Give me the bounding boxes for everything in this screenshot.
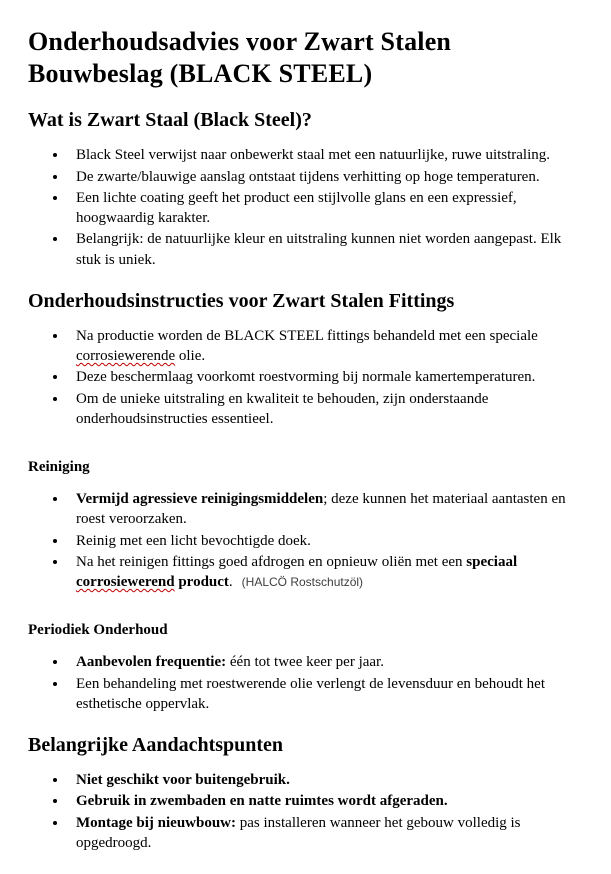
- text-run: De zwarte/blauwige aanslag ontstaat tijdens verhitting op hoge temperaturen.: [76, 168, 540, 185]
- bullet-item: [68, 145, 583, 165]
- text-run: Na het reinigen fittings goed afdrogen en opnieuw oliën met een: [76, 553, 467, 570]
- bullet-list-reiniging: [28, 489, 583, 592]
- section-what-is-zwart-staal: [28, 109, 583, 270]
- bullet-item: [68, 367, 583, 387]
- bullet-item: [68, 326, 583, 367]
- bullet-list-what-is-zwart-staal: [28, 145, 583, 270]
- text-run: Aanbevolen frequentie:: [76, 654, 227, 671]
- text-run: Belangrijk: de natuurlijke kleur en uitstraling kunnen niet worden aangepast. Elk stuk is uniek.: [76, 231, 562, 268]
- bullet-item: [68, 167, 583, 187]
- bullet-item: [68, 389, 583, 430]
- bullet-item: [68, 229, 583, 270]
- product-note: (HALCÖ Rostschutzöl): [241, 575, 364, 590]
- bullet-item: [68, 813, 583, 854]
- text-run: Vermijd agressieve reinigingsmiddelen: [76, 491, 324, 508]
- bullet-list-onderhoudsinstructies: [28, 326, 583, 429]
- text-run: Black Steel verwijst naar onbewerkt staal met een natuurlijke, ruwe uitstraling.: [76, 147, 551, 164]
- section-heading-what-is-zwart-staal: Wat is Zwart Staal (Black Steel)?: [28, 109, 312, 132]
- bullet-item: [68, 770, 583, 790]
- text-run: ; deze kunnen het materiaal aantasten en roest veroorzaken.: [76, 491, 566, 528]
- text-run: Gebruik in zwembaden en natte ruimtes wordt afgeraden.: [76, 793, 448, 810]
- spellcheck-flagged-text: corrosiewerend: [76, 574, 175, 591]
- section-heading-onderhoudsinstructies: Onderhoudsinstructies voor Zwart Stalen Fittings: [28, 289, 455, 312]
- section-belangrijke-aandachtspunten: [28, 734, 583, 853]
- bullet-item: [68, 188, 583, 229]
- section-reiniging: [28, 459, 583, 592]
- section-heading-periodiek-onderhoud: Periodiek Onderhoud: [28, 622, 168, 639]
- section-periodiek-onderhoud: [28, 622, 583, 714]
- text-run: pas installeren wanneer het gebouw volledig is opgedroogd.: [76, 814, 521, 851]
- text-run: product: [174, 574, 229, 591]
- text-run: één tot twee keer per jaar.: [226, 654, 384, 671]
- bullet-item: [68, 652, 583, 672]
- text-run: speciaal: [466, 553, 518, 570]
- text-run: Reinig met een licht bevochtigde doek.: [76, 532, 311, 549]
- text-run: Niet geschikt voor buitengebruik.: [76, 772, 290, 789]
- text-run: Deze beschermlaag voorkomt roestvorming bij normale kamertemperaturen.: [76, 369, 536, 386]
- text-run: Een lichte coating geeft het product een stijlvolle glans en een expressief, hoogwaardig karakter.: [76, 189, 517, 227]
- text-run: olie.: [175, 348, 206, 365]
- section-heading-belangrijke-aandachtspunten: Belangrijke Aandachtspunten: [28, 734, 284, 757]
- text-run: Na productie worden de BLACK STEEL fittings behandeld met een speciale: [76, 327, 538, 344]
- document-title: Onderhoudsadvies voor Zwart Stalen Bouwbeslag (BLACK STEEL): [28, 27, 452, 88]
- spellcheck-flagged-text: corrosiewerende: [76, 348, 176, 365]
- text-run: .: [228, 574, 233, 591]
- text-run: Een behandeling met roestwerende olie verlengt de levensduur en behoudt het esthetische oppervlak.: [76, 675, 545, 712]
- bullet-list-periodiek-onderhoud: [28, 652, 583, 714]
- bullet-item: [68, 489, 583, 530]
- bullet-item: [68, 674, 583, 715]
- section-heading-reiniging: Reiniging: [28, 459, 90, 476]
- section-onderhoudsinstructies: [28, 290, 583, 429]
- text-run: Om de unieke uitstraling en kwaliteit te behouden, zijn onderstaande onderhoudsinstructies essentieel.: [76, 390, 489, 427]
- bullet-item: [68, 791, 583, 811]
- bullet-item: [68, 552, 583, 593]
- bullet-item: [68, 531, 583, 551]
- text-run: Montage bij nieuwbouw:: [76, 814, 237, 831]
- bullet-list-belangrijke-aandachtspunten: [28, 770, 583, 853]
